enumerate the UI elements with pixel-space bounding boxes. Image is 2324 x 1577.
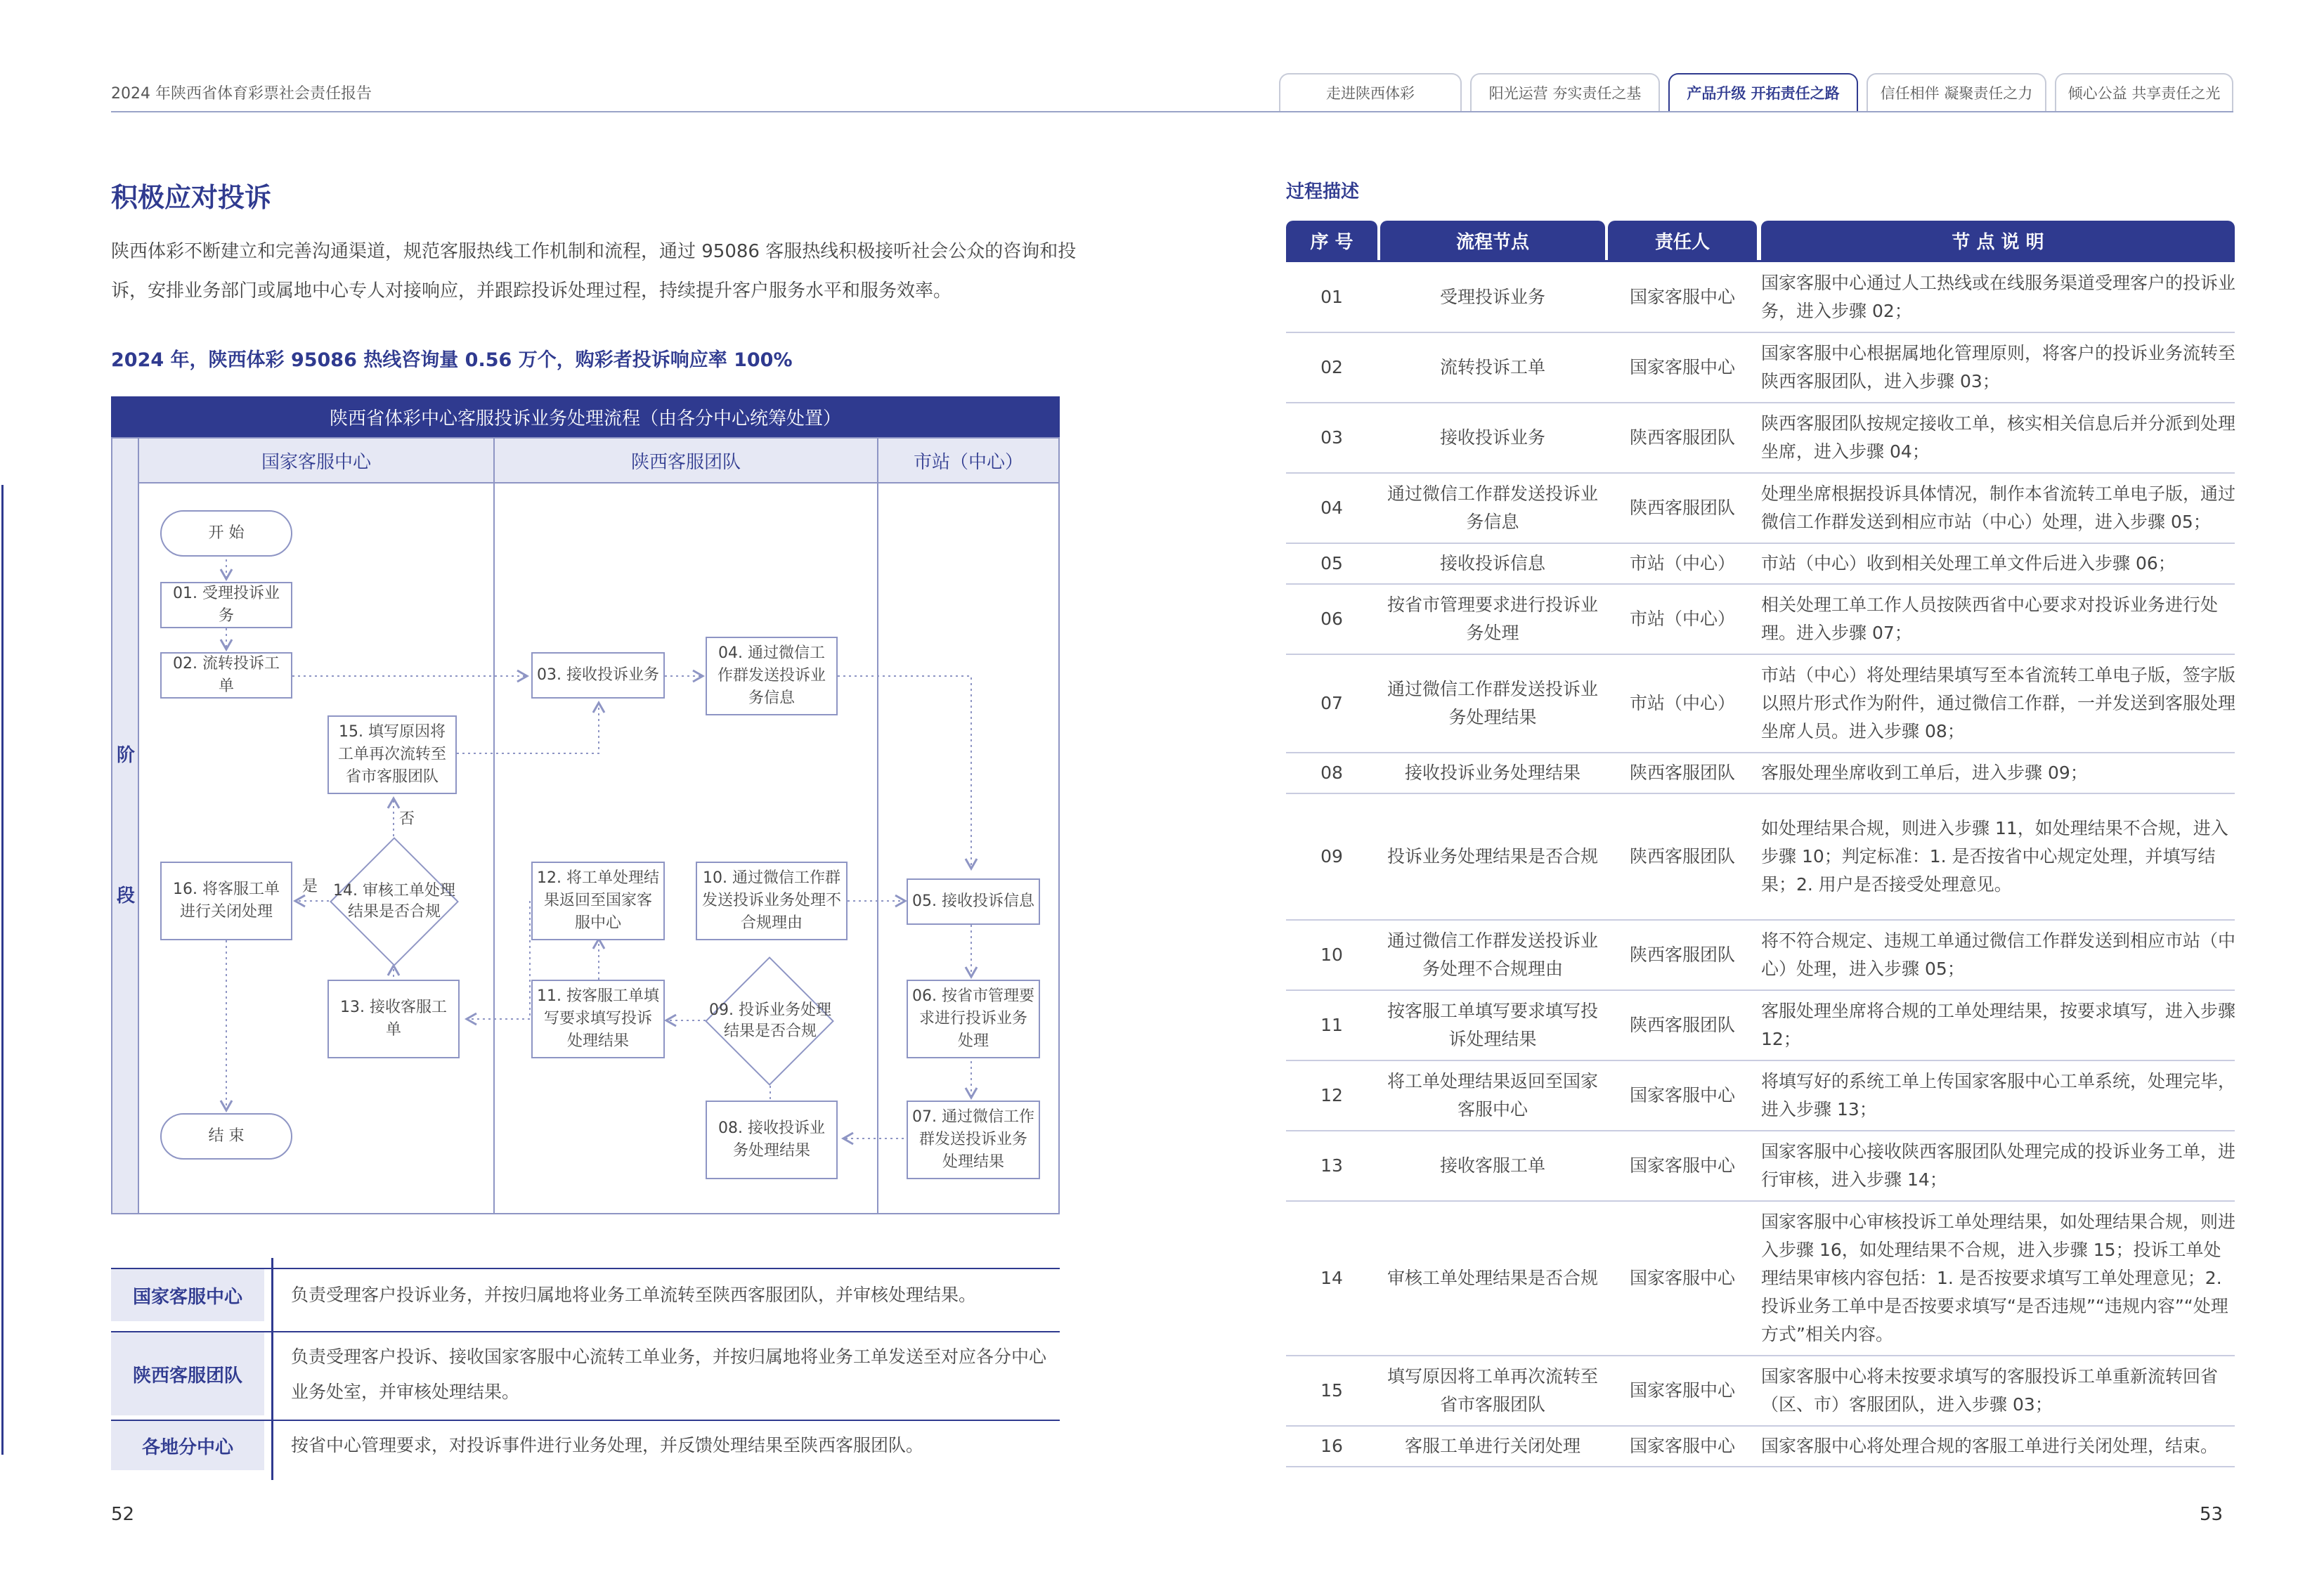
table-row [1286,1202,2235,1356]
row-no: 13 [1320,1155,1343,1176]
flow-decision-09: 09. 投诉业务处理结果是否合规 [709,1001,831,1040]
row-node: 客服工单进行关闭处理 [1404,1436,1580,1456]
flow-label-no: 否 [399,810,415,828]
row-resp: 国家客服中心 [1629,1155,1735,1176]
table-row [1286,544,2235,585]
row-resp: 国家客服中心 [1629,1268,1735,1288]
row-desc: 国家客服中心接收陕西客服团队处理完成的投诉业务工单，进行审核，进入步骤 14； [1761,1141,2236,1190]
row-resp: 陕西客服团队 [1629,846,1735,867]
flow-end: 结 束 [160,1113,292,1160]
row-resp: 国家客服中心 [1629,1436,1735,1456]
row-node: 接收投诉业务 [1439,427,1545,448]
row-desc: 国家客服中心审核投诉工单处理结果，如处理结果合规，则进入步骤 16，如处理结果不合规，进入步骤 15；投诉工单处理结果审核内容包括：1. 是否按要求填写工单处理意见；2. 投诉业务工单中是否按要求填写“是否违规”“违规内容”“处理方式”相关内容。 [1761,1212,2236,1344]
table-row [1286,991,2235,1061]
flow-node-01: 01. 受理投诉业务 [160,582,292,628]
row-node: 投诉业务处理结果是否合规 [1387,846,1598,867]
flow-node-16: 16. 将客服工单进行关闭处理 [160,862,292,940]
tab-2[interactable]: 阳光运营 夯实责任之基 [1470,73,1660,111]
page-heading: 积极应对投诉 [111,182,272,213]
row-resp: 陕西客服团队 [1629,427,1735,448]
row-desc: 国家客服中心将处理合规的客服工单进行关闭处理，结束。 [1761,1436,2219,1456]
col-header-no: 序 号 [1286,221,1377,260]
row-no: 10 [1320,945,1343,965]
row-node: 流转投诉工单 [1439,357,1545,377]
row-resp: 陕西客服团队 [1629,945,1735,965]
col-header-node: 流程节点 [1380,221,1605,260]
row-desc: 处理坐席根据投诉具体情况，制作本省流转工单电子版，通过微信工作群发送到相应市站（中心）处理，进入步骤 05； [1761,484,2236,532]
flow-node-07: 07. 通过微信工作群发送投诉业务处理结果 [907,1101,1040,1179]
row-desc: 将不符合规定、违规工单通过微信工作群发送到相应市站（中心）处理，进入步骤 05； [1761,930,2236,979]
flow-node-15: 15. 填写原因将工单再次流转至省市客服团队 [327,715,457,794]
tab-3-active[interactable]: 产品升级 开拓责任之路 [1668,73,1858,111]
flow-node-04: 04. 通过微信工作群发送投诉业务信息 [706,637,838,715]
col-header-desc: 节 点 说 明 [1761,221,2235,260]
role-separator-2 [271,1321,273,1421]
table-row [1286,333,2235,403]
row-no: 12 [1320,1085,1343,1105]
row-resp: 市站（中心） [1629,609,1735,629]
flow-node-10: 10. 通过微信工作群发送投诉业务处理不合规理由 [696,862,848,940]
row-no: 02 [1320,357,1343,377]
flow-node-05: 05. 接收投诉信息 [907,878,1040,925]
table-row [1286,794,2235,921]
row-no: 06 [1320,609,1343,629]
row-resp: 陕西客服团队 [1629,1015,1735,1035]
table-row [1286,753,2235,794]
row-no: 07 [1320,693,1343,713]
table-row [1286,474,2235,544]
row-resp: 国家客服中心 [1629,357,1735,377]
row-desc: 客服处理坐席将合规的工单处理结果，按要求填写，进入步骤 12； [1761,1001,2236,1049]
role-name-shaanxi: 陕西客服团队 [111,1332,264,1415]
role-separator-3 [271,1410,273,1480]
row-node: 受理投诉业务 [1439,287,1545,307]
row-desc: 国家客服中心将未按要求填写的客服投诉工单重新流转回省（区、市）客服团队，进入步骤 03； [1761,1366,2219,1415]
flow-label-yes: 是 [302,878,318,895]
row-node: 通过微信工作群发送投诉业务处理结果 [1387,679,1598,727]
row-resp: 陕西客服团队 [1629,762,1735,783]
table-row [1286,655,2235,753]
row-desc: 国家客服中心通过人工热线或在线服务渠道受理客户的投诉业务，进入步骤 02； [1761,273,2236,321]
row-node: 接收客服工单 [1439,1155,1545,1176]
role-desc-shaanxi: 负责受理客户投诉、接收国家客服中心流转工单业务，并按归属地将业务工单发送至对应各分中心业务处室，并审核处理结果。 [291,1346,1047,1402]
row-no: 04 [1320,498,1343,518]
role-name-national: 国家客服中心 [111,1269,264,1321]
lane-shaanxi: 陕西客服团队 [495,439,877,484]
row-desc: 如处理结果合规，则进入步骤 11，如处理结果不合规，进入步骤 10；判定标准：1. 是否按省中心规定处理，并填写结果；2. 用户是否接受处理意见。 [1761,818,2228,895]
section-title: 过程描述 [1286,181,1360,202]
row-node: 按省市管理要求进行投诉业务处理 [1387,595,1598,643]
table-row [1286,921,2235,991]
row-no: 15 [1320,1380,1343,1401]
row-no: 03 [1320,427,1343,448]
page-number-left: 52 [111,1504,135,1525]
flow-node-11: 11. 按客服工单填写要求填写投诉处理结果 [531,980,665,1058]
row-resp: 国家客服中心 [1629,1085,1735,1105]
flow-node-13: 13. 接收客服工单 [327,980,460,1058]
row-no: 08 [1320,762,1343,783]
table-header-rule [1286,260,2235,262]
row-desc: 相关处理工单工作人员按陕西省中心要求对投诉业务进行处理。进入步骤 07； [1761,595,2219,643]
table-row [1286,1061,2235,1131]
table-row [1286,1427,2235,1467]
col-header-resp: 责任人 [1608,221,1757,260]
row-no: 11 [1320,1015,1343,1035]
lane-national: 国家客服中心 [139,439,493,484]
flowchart-title: 陕西省体彩中心客服投诉业务处理流程（由各分中心统筹处置） [111,396,1060,437]
role-separator-1 [271,1258,273,1328]
row-node: 通过微信工作群发送投诉业务信息 [1387,484,1598,532]
intro-paragraph: 陕西体彩不断建立和完善沟通渠道，规范客服热线工作机制和流程，通过 95086 客服热线积极接听社会公众的咨询和投诉，安排业务部门或属地中心专人对接响应，并跟踪投诉处理过程，持续提升客户服务水平和服务效率。 [111,241,1077,301]
row-no: 09 [1320,846,1343,867]
role-desc-national: 负责受理客户投诉业务，并按归属地将业务工单流转至陕西客服团队，并审核处理结果。 [291,1285,977,1305]
row-desc: 市站（中心）收到相关处理工单文件后进入步骤 06； [1761,553,2176,573]
highlight-stat: 2024 年，陕西体彩 95086 热线咨询量 0.56 万个，购彩者投诉响应率 100% [111,349,793,371]
flow-decision-14: 14. 审核工单处理结果是否合规 [333,882,455,921]
table-row [1286,1131,2235,1202]
row-node: 将工单处理结果返回至国家客服中心 [1387,1071,1598,1120]
row-resp: 国家客服中心 [1629,287,1735,307]
table-row [1286,403,2235,474]
row-resp: 国家客服中心 [1629,1380,1735,1401]
stage-char-2: 段 [117,885,136,907]
table-row [1286,1356,2235,1427]
row-no: 01 [1320,287,1343,307]
flow-node-06: 06. 按省市管理要求进行投诉业务处理 [907,980,1040,1058]
row-node: 通过微信工作群发送投诉业务处理不合规理由 [1387,930,1598,979]
row-node: 接收投诉信息 [1439,553,1545,573]
role-name-branch: 各地分中心 [111,1421,264,1470]
tab-4[interactable]: 信任相伴 凝聚责任之力 [1867,73,2046,111]
row-node: 接收投诉业务处理结果 [1404,762,1580,783]
row-node: 审核工单处理结果是否合规 [1387,1268,1598,1288]
row-desc: 市站（中心）将处理结果填写至本省流转工单电子版，签字版以照片形式作为附件，通过微信工作群，一并发送到客服处理坐席人员。进入步骤 08； [1761,665,2236,741]
table-row [1286,585,2235,655]
tab-5[interactable]: 倾心公益 共享责任之光 [2055,73,2233,111]
row-desc: 将填写好的系统工单上传国家客服中心工单系统，处理完毕，进入步骤 13； [1761,1071,2236,1120]
page-number-right: 53 [2200,1504,2224,1525]
row-resp: 陕西客服团队 [1629,498,1735,518]
row-no: 16 [1320,1436,1343,1456]
role-desc-branch: 按省中心管理要求，对投诉事件进行业务处理，并反馈处理结果至陕西客服团队。 [291,1435,924,1455]
row-no: 14 [1320,1268,1343,1288]
flow-node-12: 12. 将工单处理结果返回至国家客服中心 [531,862,665,940]
flow-start: 开 始 [160,510,292,557]
row-node: 按客服工单填写要求填写投诉处理结果 [1387,1001,1598,1049]
stage-char-1: 阶 [117,745,136,766]
row-desc: 国家客服中心根据属地化管理原则，将客户的投诉业务流转至陕西客服团队，进入步骤 03； [1761,343,2236,391]
flow-node-08: 08. 接收投诉业务处理结果 [706,1101,838,1179]
row-desc: 客服处理坐席收到工单后，进入步骤 09； [1761,762,2088,783]
row-node: 填写原因将工单再次流转至省市客服团队 [1387,1366,1598,1415]
flow-node-02: 02. 流转投诉工单 [160,652,292,699]
row-desc: 陕西客服团队按规定接收工单，核实相关信息后并分派到处理坐席，进入步骤 04； [1761,413,2236,462]
row-resp: 市站（中心） [1629,553,1735,573]
report-title: 2024 年陕西省体育彩票社会责任报告 [111,85,372,103]
lane-city: 市站（中心） [878,439,1058,484]
tab-1[interactable]: 走进陕西体彩 [1279,73,1462,111]
row-no: 05 [1320,553,1343,573]
row-resp: 市站（中心） [1629,693,1735,713]
flow-node-03: 03. 接收投诉业务 [531,652,665,699]
table-row [1286,263,2235,333]
